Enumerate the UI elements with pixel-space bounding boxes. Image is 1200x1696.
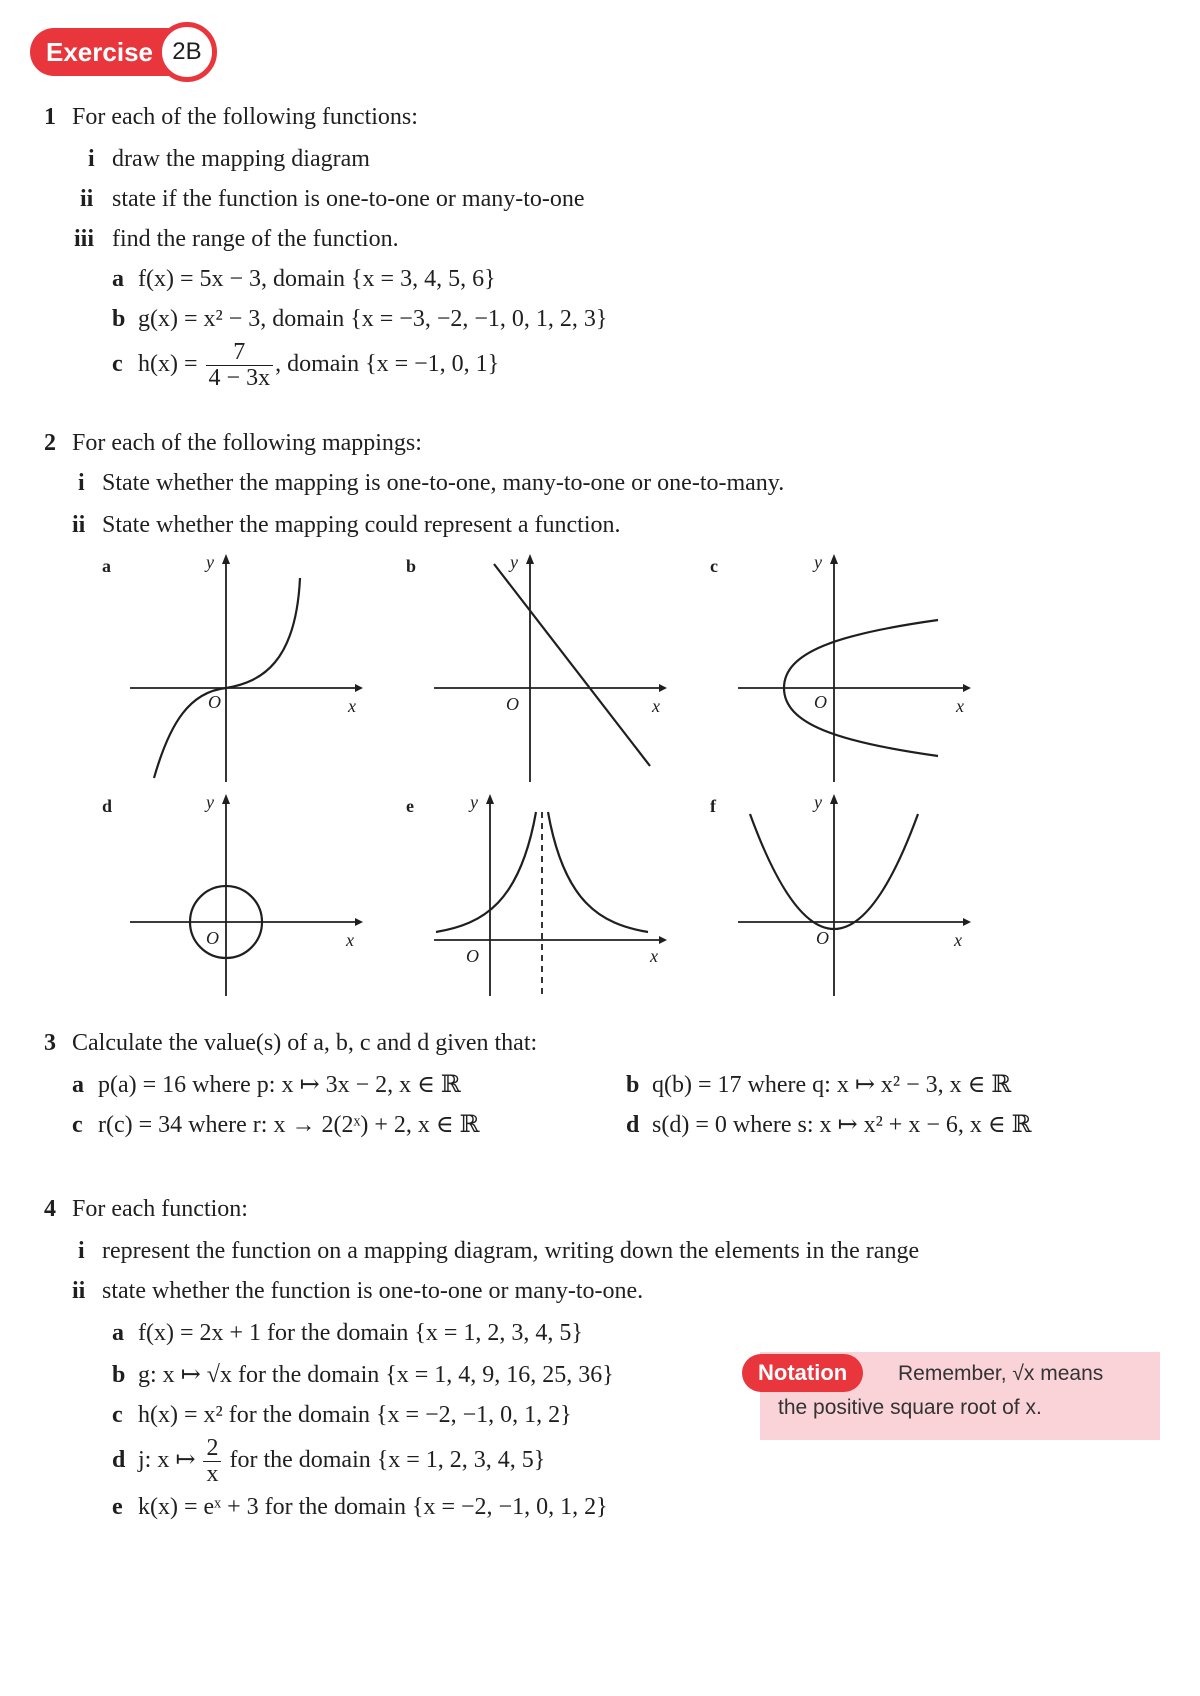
item-text: g: x ↦ √x for the domain {x = 1, 4, 9, 16, 25, 36} (138, 1362, 614, 1388)
part-text: State whether the mapping is one-to-one, many-to-one or one-to-many. (102, 470, 785, 496)
part-label: i (78, 1238, 85, 1264)
item-text: f(x) = 2x + 1 for the domain {x = 1, 2, 3, 4, 5} (138, 1320, 583, 1346)
part-text: find the range of the function. (112, 226, 399, 252)
item-label: d (626, 1112, 640, 1138)
graph-label-e: e (406, 796, 414, 816)
question-number: 1 (44, 104, 56, 130)
fraction-numerator: 2 (203, 1436, 221, 1462)
question-stem: For each of the following mappings: (72, 430, 422, 456)
y-axis-label: y (510, 552, 518, 572)
q3-item-d (626, 1110, 1032, 1139)
question-stem: For each function: (72, 1196, 248, 1222)
fraction (203, 1436, 221, 1487)
origin-label: O (208, 692, 221, 712)
question-2 (44, 430, 422, 457)
origin-label: O (206, 928, 219, 948)
item-label: a (112, 1320, 124, 1346)
q4-item-a (112, 1320, 583, 1347)
notation-label: Notation (742, 1354, 863, 1392)
item-text-post: , domain {x = −1, 0, 1} (275, 351, 500, 378)
part-label: i (78, 470, 85, 496)
q4-part-ii (72, 1278, 643, 1305)
item-text-post: for the domain {x = 1, 2, 3, 4, 5} (229, 1447, 546, 1474)
q4-item-c (112, 1402, 572, 1429)
item-label: b (626, 1072, 640, 1098)
part-text: represent the function on a mapping diagram, writing down the elements in the range (102, 1238, 920, 1264)
item-text: p(a) = 16 where p: x ↦ 3x − 2, x ∈ ℝ (98, 1072, 461, 1098)
graph-label-f: f (710, 796, 716, 816)
notation-line-2: the positive square root of x. (778, 1396, 1042, 1419)
question-3 (44, 1030, 537, 1057)
question-number: 4 (44, 1196, 56, 1222)
item-text-pre: j: x ↦ (138, 1447, 196, 1474)
q4-item-d (112, 1436, 545, 1487)
q2-part-ii (72, 512, 621, 539)
question-stem: Calculate the value(s) of a, b, c and d given that: (72, 1030, 538, 1056)
origin-label: O (506, 694, 519, 714)
x-axis-label: x (954, 930, 962, 950)
graph-label-d: d (102, 796, 113, 816)
question-number: 2 (44, 430, 56, 456)
q1-part-ii (80, 186, 585, 213)
item-text: h(x) = x² for the domain {x = −2, −1, 0, 1, 2} (138, 1402, 572, 1428)
x-axis-label: x (650, 946, 658, 966)
origin-label: O (814, 692, 827, 712)
graph-f (728, 792, 978, 1002)
x-axis-label: x (652, 696, 660, 716)
part-label: ii (80, 186, 94, 212)
fraction-numerator: 7 (206, 340, 274, 366)
q3-item-b (626, 1070, 1011, 1099)
item-text: f(x) = 5x − 3, domain {x = 3, 4, 5, 6} (138, 266, 496, 292)
exercise-badge (30, 28, 217, 76)
item-label: c (112, 351, 123, 378)
part-text: state if the function is one-to-one or many-to-one (112, 186, 585, 212)
q3-item-c (72, 1110, 480, 1139)
exercise-number: 2B (157, 22, 217, 82)
fraction-denominator: 4 − 3x (208, 365, 271, 392)
item-label: d (112, 1447, 126, 1474)
y-axis-label: y (206, 792, 214, 812)
part-text: state whether the function is one-to-one or many-to-one. (102, 1278, 644, 1304)
q4-item-e (112, 1494, 608, 1521)
notation-line-1: Remember, √x means (898, 1362, 1104, 1385)
question-stem: For each of the following functions: (72, 104, 418, 130)
item-text: q(b) = 17 where q: x ↦ x² − 3, x ∈ ℝ (652, 1072, 1012, 1098)
q2-part-i (78, 470, 784, 497)
graph-c (728, 552, 978, 792)
graph-label-c: c (710, 556, 718, 576)
item-label: a (112, 266, 124, 292)
q1-item-b (112, 306, 607, 333)
q1-part-iii (74, 226, 399, 253)
fraction (206, 340, 274, 391)
q4-part-i (78, 1238, 919, 1265)
item-label: b (112, 1362, 126, 1388)
q1-item-c (112, 340, 499, 391)
graph-label-b: b (406, 556, 417, 576)
part-text: draw the mapping diagram (112, 146, 370, 172)
question-1 (44, 104, 418, 131)
item-label: e (112, 1494, 123, 1520)
item-text: g(x) = x² − 3, domain {x = −3, −2, −1, 0, 1, 2, 3} (138, 306, 608, 332)
y-axis-label: y (470, 792, 478, 812)
graph-a (120, 552, 370, 792)
exercise-label: Exercise (30, 28, 171, 76)
item-label: a (72, 1072, 84, 1098)
item-label: c (72, 1112, 83, 1138)
q1-part-i (88, 146, 370, 173)
graph-e (424, 792, 674, 1002)
part-label: ii (72, 512, 86, 538)
item-text: s(d) = 0 where s: x ↦ x² + x − 6, x ∈ ℝ (652, 1112, 1032, 1138)
q1-item-a (112, 266, 496, 293)
item-label: b (112, 306, 126, 332)
origin-label: O (466, 946, 479, 966)
x-axis-label: x (346, 930, 354, 950)
item-text: k(x) = eˣ + 3 for the domain {x = −2, −1, 0, 1, 2} (138, 1494, 608, 1520)
item-label: c (112, 1402, 123, 1428)
y-axis-label: y (814, 552, 822, 572)
item-text: r(c) = 34 where r: x → 2(2ˣ) + 2, x ∈ ℝ (98, 1112, 480, 1138)
origin-label: O (816, 928, 829, 948)
part-label: i (88, 146, 95, 172)
x-axis-label: x (348, 696, 356, 716)
q4-item-b (112, 1360, 614, 1389)
part-text: State whether the mapping could represent a function. (102, 512, 621, 538)
x-axis-label: x (956, 696, 964, 716)
graph-d (120, 792, 370, 1002)
fraction-denominator: x (206, 1461, 219, 1488)
graph-b (424, 552, 674, 792)
question-number: 3 (44, 1030, 56, 1056)
graph-label-a: a (102, 556, 111, 576)
y-axis-label: y (206, 552, 214, 572)
y-axis-label: y (814, 792, 822, 812)
part-label: ii (72, 1278, 86, 1304)
q3-item-a (72, 1070, 461, 1099)
question-4 (44, 1196, 248, 1223)
item-text-pre: h(x) = (138, 351, 198, 378)
part-label: iii (74, 226, 95, 252)
